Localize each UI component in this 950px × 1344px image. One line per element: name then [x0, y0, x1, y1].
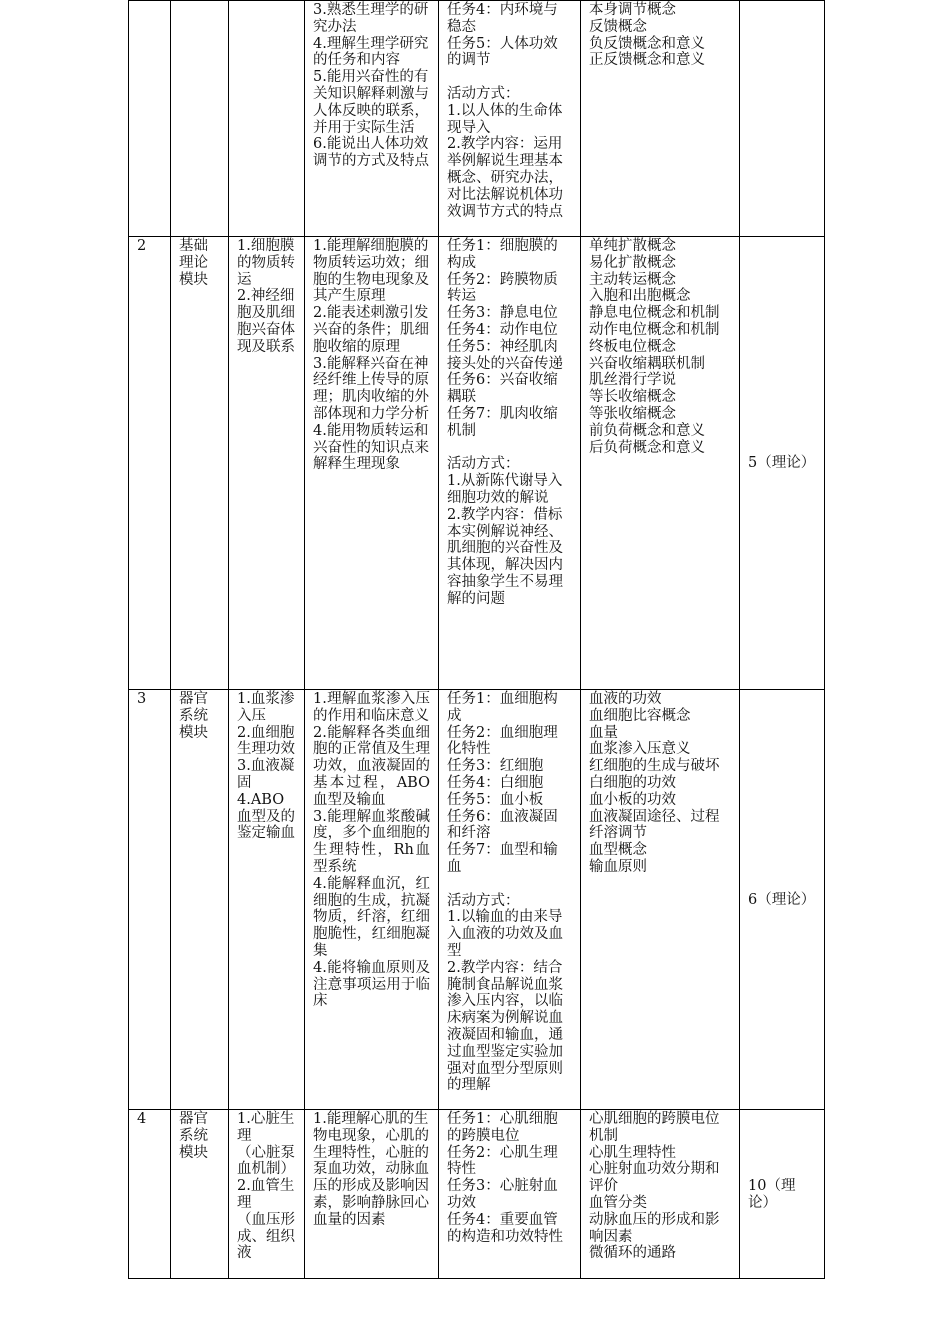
- hours-cell: 5（理论）: [740, 237, 825, 690]
- module-name: 基础理论模块: [171, 237, 229, 690]
- table-row: [129, 1, 825, 237]
- goals-cell: 1.理解血浆渗入压的作用和临床意义 2.能解释各类血细胞的正常值及生理功效，血液凝固的基本过程，ABO血型及输血 3.能理解血浆酸碱度，多个血细胞的生理特性，Rh血型系统 4.能解释血沉，红细胞的生成，抗凝物质，纤溶，红细胞脆性，红细胞凝集 4.能将输血原则及注意事项运用于临床: [305, 690, 439, 1110]
- goals-cell: 3.熟悉生理学的研究办法 4.理解生理学研究的任务和内容 5.能用兴奋性的有关知识解释刺激与人体反映的联系，并用于实际生活 6.能说出人体功效调节的方式及特点: [305, 1, 439, 237]
- hours-cell: 6（理论）: [740, 690, 825, 1110]
- topic-cell: 1.血浆渗入压 2.血细胞生理功效3.血液凝固 4.ABO血型及的鉴定输血: [229, 690, 305, 1110]
- points-cell: 本身调节概念 反馈概念 负反馈概念和意义 正反馈概念和意义: [581, 1, 740, 237]
- points-cell: 单纯扩散概念 易化扩散概念 主动转运概念 入胞和出胞概念 静息电位概念和机制 动作电位概念和机制 终板电位概念 兴奋收缩耦联机制 肌丝滑行学说 等长收缩概念 等张收缩概念 前负荷概念和意义 后负荷概念和意义: [581, 237, 740, 690]
- module-name: 器官系统模块: [171, 690, 229, 1110]
- topic-cell: [229, 1, 305, 237]
- hours-cell: [740, 1, 825, 237]
- topic-cell: 1.心脏生理 （心脏泵血机制） 2.血管生理 （血压形成、组织液: [229, 1110, 305, 1279]
- goals-cell: 1.能理解心肌的生物电现象，心肌的生理特性，心脏的泵血功效，动脉血压的形成及影响因素，影响静脉回心血量的因素: [305, 1110, 439, 1279]
- tasks-cell: 任务1：心肌细胞的跨膜电位 任务2：心肌生理特性 任务3：心脏射血功效 任务4：重要血管的构造和功效特性: [439, 1110, 581, 1279]
- tasks-cell: 任务4：内环境与稳态 任务5：人体功效的调节 活动方式： 1.以人体的生命体现导入 2.教学内容：运用举例解说生理基本概念、研究办法，对比法解说机体功效调节方式的特点: [439, 1, 581, 237]
- module-name: [171, 1, 229, 237]
- table-row: [129, 237, 825, 690]
- tasks-cell: 任务1：细胞膜的构成 任务2：跨膜物质转运 任务3：静息电位 任务4：动作电位 任务5：神经肌肉接头处的兴奋传递 任务6：兴奋收缩耦联 任务7：肌肉收缩机制 活动方式： 1.从新陈代谢导入细胞功效的解说 2.教学内容：借标本实例解说神经、肌细胞的兴奋性及其体现，解决因内容抽象学生不易理解的问题: [439, 237, 581, 690]
- points-cell: 血液的功效 血细胞比容概念 血量 血浆渗入压意义 红细胞的生成与破坏 白细胞的功效 血小板的功效 血液凝固途径、过程 纤溶调节 血型概念 输血原则: [581, 690, 740, 1110]
- row-number: [129, 1, 171, 237]
- tasks-cell: 任务1：血细胞构成 任务2：血细胞理化特性 任务3：红细胞 任务4：白细胞 任务5：血小板 任务6：血液凝固和纤溶 任务7：血型和输血 活动方式： 1.以输血的由来导入血液的功效及血型 2.教学内容：结合腌制食品解说血浆渗入压内容，以临床病案为例解说血液凝固和输血，通过血型鉴定实验加强对血型分型原则的理解: [439, 690, 581, 1110]
- points-cell: 心肌细胞的跨膜电位机制 心肌生理特性 心脏射血功效分期和评价 血管分类 动脉血压的形成和影响因素 微循环的通路: [581, 1110, 740, 1279]
- row-number: 3: [129, 690, 171, 1110]
- hours-cell: 10（理论）: [740, 1110, 825, 1279]
- goals-cell: 1.能理解细胞膜的物质转运功效；细胞的生物电现象及其产生原理 2.能表述刺激引发兴奋的条件；肌细胞收缩的原理 3.能解释兴奋在神经纤维上传导的原理；肌肉收缩的外部体现和力学分析 4.能用物质转运和兴奋性的知识点来解释生理现象: [305, 237, 439, 690]
- curriculum-table: [128, 0, 825, 1279]
- table-row: [129, 690, 825, 1110]
- module-name: 器官系统模块: [171, 1110, 229, 1279]
- row-number: 4: [129, 1110, 171, 1279]
- row-number: 2: [129, 237, 171, 690]
- topic-cell: 1.细胞膜的物质转运 2.神经细胞及肌细胞兴奋体现及联系: [229, 237, 305, 690]
- table-row: [129, 1110, 825, 1279]
